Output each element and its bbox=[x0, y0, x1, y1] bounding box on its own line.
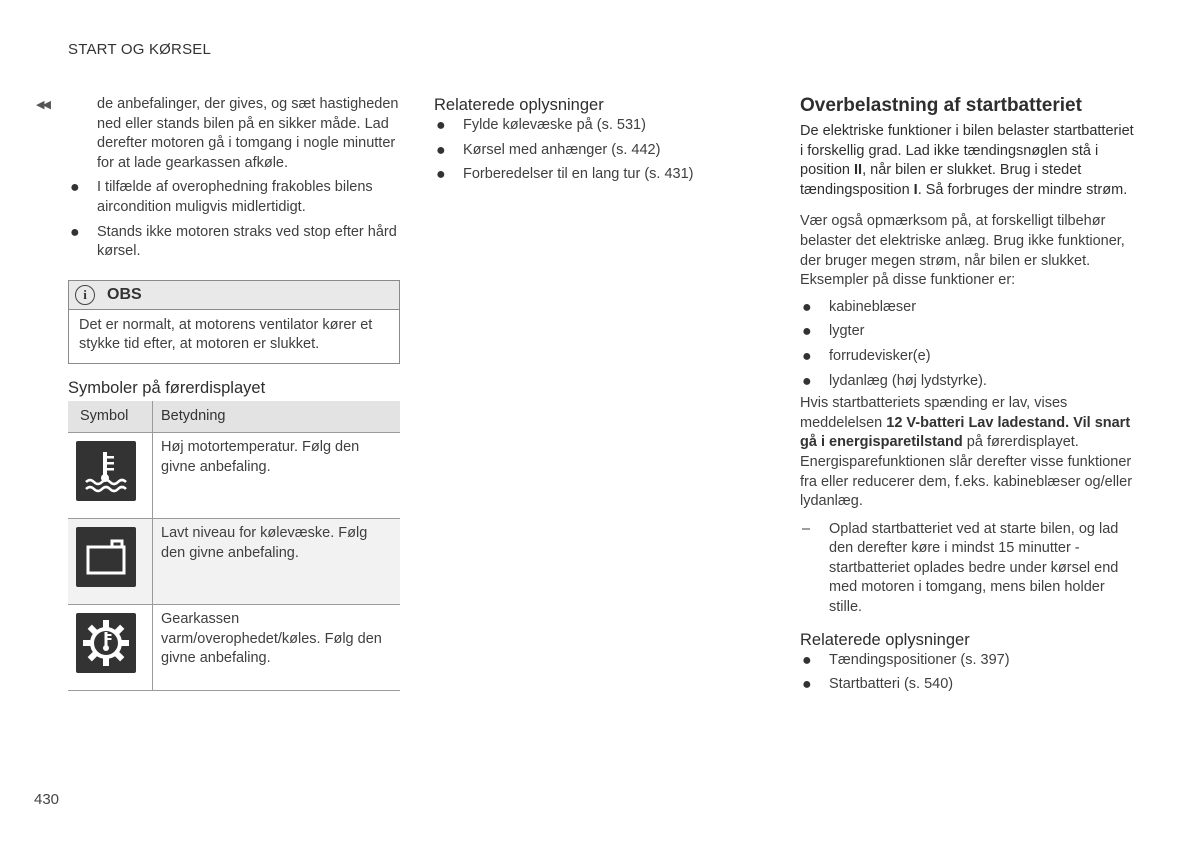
display-message: 12 V-batteri Lav ladestand. Vil snart gå i energisparetilstand bbox=[800, 414, 1131, 451]
examples-list bbox=[800, 298, 1135, 391]
bullet-icon: ● bbox=[70, 223, 80, 241]
gearbox-temperature-icon bbox=[76, 613, 136, 673]
accessory-paragraph: Vær også opmærksom på, at forskelligt tilbehør belaster det elektriske anlæg. Brug ikke funktioner, der bruger megen strøm, når bilen er slukket. Eksempler på disse funktioner er: bbox=[800, 213, 1125, 289]
related-heading: Relaterede oplysninger bbox=[434, 96, 604, 114]
engine-temperature-icon bbox=[76, 441, 136, 501]
bullet-icon: ● bbox=[70, 179, 80, 197]
table-header-row bbox=[68, 401, 400, 433]
symbols-table bbox=[68, 401, 400, 691]
bullet-icon: ● bbox=[436, 117, 446, 134]
obs-title: OBS bbox=[107, 285, 142, 303]
coolant-level-icon bbox=[76, 527, 136, 587]
related-link[interactable]: ● Fylde kølevæske på (s. 531) bbox=[436, 117, 646, 134]
warning-bullet-list bbox=[68, 178, 400, 261]
obs-note-box bbox=[68, 280, 400, 364]
related-link[interactable]: ● Kørsel med anhænger (s. 442) bbox=[436, 141, 661, 159]
dash-marker: – bbox=[802, 520, 811, 537]
low-voltage-paragraph: Hvis startbatteriets spænding er lav, vises meddelelsen 12 V-batteri Lav ladestand. Vil snart gå i energisparetilstand på førerdisplayet. Energisparefunktionen slår derefter visse funktioner fra eller reducerer dem, f.eks. kabineblæser og/eller lydanlæg. bbox=[800, 395, 1133, 510]
list-item: – Oplad startbatteriet ved at starte bilen, og lad den derefter køre i mindst 15 minutter - startbatteriet oplades bedre under kørsel end med motoren i tomgang, mens bilen holder stille. bbox=[802, 520, 1119, 616]
list-item: ● kabineblæser bbox=[802, 298, 917, 316]
symbols-heading: Symboler på førerdisplayet bbox=[68, 378, 266, 397]
bullet-icon: ● bbox=[802, 372, 812, 390]
meaning-cell: Gearkassen varm/overophedet/køles. Følg den givne anbefaling. bbox=[153, 604, 401, 690]
table-row bbox=[68, 432, 400, 518]
list-item: ● lygter bbox=[802, 323, 865, 341]
column-1 bbox=[68, 95, 400, 691]
related-link[interactable]: ● Forberedelser til en lang tur (s. 431) bbox=[436, 166, 694, 184]
lead-paragraph: De elektriske funktioner i bilen belaster startbatteriet i forskellig grad. Lad ikke tændingsnøglen stå i position II, når bilen er slukket. Brug i stedet tændingsposition I. Så forbruges der mindre strøm. bbox=[800, 123, 1134, 198]
obs-header bbox=[69, 281, 399, 310]
step-list bbox=[800, 520, 1135, 618]
table-row bbox=[68, 604, 400, 690]
bullet-icon: ● bbox=[802, 298, 812, 316]
column-2 bbox=[434, 95, 734, 185]
related-list bbox=[800, 651, 1135, 695]
bullet-icon: ● bbox=[436, 166, 446, 184]
meaning-cell: Høj motortemperatur. Følg den givne anbefaling. bbox=[153, 432, 401, 518]
related-heading: Relaterede oplysninger bbox=[800, 630, 970, 649]
bullet-icon: ● bbox=[802, 323, 812, 341]
section-title: Overbelastning af startbatteriet bbox=[800, 95, 1082, 116]
bullet-icon: ● bbox=[802, 347, 812, 365]
page-number: 430 bbox=[34, 791, 60, 808]
continued-paragraph: de anbefalinger, der gives, og sæt hastigheden ned eller stands bilen på en sikker måde. Lad derefter motoren gå i tomgang i nogle minutter for at lade gearkassen afkøle. bbox=[97, 96, 399, 171]
column-header-symbol: Symbol bbox=[68, 401, 153, 433]
bullet-icon: ● bbox=[802, 676, 812, 694]
obs-body: Det er normalt, at motorens ventilator kører et stykke tid efter, at motoren er slukket. bbox=[79, 316, 373, 353]
list-item: ● Stands ikke motoren straks ved stop efter hård kørsel. bbox=[70, 223, 397, 260]
column-header-meaning: Betydning bbox=[153, 401, 401, 433]
continued-arrow-icon: ◀◀ bbox=[36, 99, 49, 111]
table-row bbox=[68, 518, 400, 604]
list-item: ● forrudevisker(e) bbox=[802, 347, 931, 365]
related-link[interactable]: ● Startbatteri (s. 540) bbox=[802, 676, 954, 694]
bullet-icon: ● bbox=[436, 141, 446, 159]
meaning-cell: Lavt niveau for kølevæske. Følg den givne anbefaling. bbox=[153, 518, 401, 604]
related-list bbox=[434, 116, 734, 185]
section-header: START OG KØRSEL bbox=[68, 41, 212, 58]
info-icon: i bbox=[75, 285, 95, 305]
column-3 bbox=[800, 95, 1135, 695]
related-link[interactable]: ● Tændingspositioner (s. 397) bbox=[802, 651, 1010, 669]
list-item: ● I tilfælde af overophedning frakobles bilens aircondition muligvis midlertidigt. bbox=[70, 179, 373, 215]
bullet-icon: ● bbox=[802, 651, 812, 669]
list-item: ● lydanlæg (høj lydstyrke). bbox=[802, 372, 987, 390]
